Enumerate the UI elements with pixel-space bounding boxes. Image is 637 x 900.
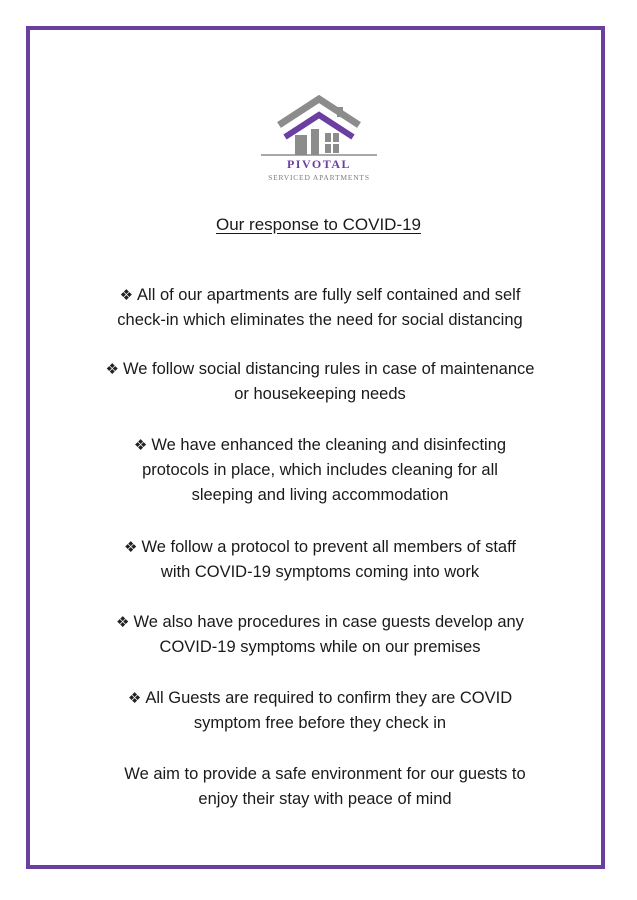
bullet-item bbox=[60, 610, 580, 660]
bullet-item bbox=[60, 433, 580, 508]
bullet-text-line: symptom free before they check in bbox=[193, 714, 447, 732]
bullet-text-line: sleeping and living accommodation bbox=[191, 486, 449, 504]
diamond-bullet-icon: ❖ bbox=[116, 614, 130, 631]
bullet-text-line: All Guests are required to confirm they are COVID bbox=[145, 689, 513, 707]
bullet-item bbox=[60, 283, 580, 333]
closing-text-line: We aim to provide a safe environment for our guests to bbox=[124, 765, 526, 783]
bullet-text-line: COVID-19 symptoms while on our premises bbox=[159, 638, 481, 656]
page-title: Our response to COVID-19 bbox=[215, 215, 422, 234]
bullet-text-line: All of our apartments are fully self contained and self bbox=[137, 286, 521, 304]
bullet-text-line: check-in which eliminates the need for social distancing bbox=[117, 311, 523, 329]
bullet-text-line: We follow social distancing rules in case of maintenance bbox=[122, 360, 535, 378]
logo-brand-name: PIVOTAL bbox=[286, 157, 352, 171]
closing-text-line: enjoy their stay with peace of mind bbox=[198, 790, 452, 808]
diamond-bullet-icon: ❖ bbox=[105, 361, 119, 378]
bullet-text-line: with COVID-19 symptoms coming into work bbox=[160, 563, 480, 581]
diamond-bullet-icon: ❖ bbox=[119, 287, 134, 304]
diamond-bullet-icon: ❖ bbox=[133, 437, 148, 454]
bullet-text-line: We have enhanced the cleaning and disinfecting bbox=[151, 436, 507, 454]
bullet-text-line: or housekeeping needs bbox=[234, 385, 406, 403]
diamond-bullet-icon: ❖ bbox=[127, 690, 142, 707]
bullet-text-line: protocols in place, which includes cleaning for all bbox=[142, 461, 498, 479]
bullet-text-line: We also have procedures in case guests develop any bbox=[133, 613, 524, 631]
diamond-bullet-icon: ❖ bbox=[124, 539, 138, 556]
logo-brand-subtitle: SERVICED APARTMENTS bbox=[268, 173, 370, 182]
bullet-item bbox=[40, 357, 600, 407]
bullet-text-line: We follow a protocol to prevent all members of staff bbox=[141, 538, 516, 556]
closing-statement bbox=[60, 762, 590, 812]
bullet-item bbox=[60, 686, 580, 736]
pivotal-logo bbox=[257, 95, 381, 185]
bullet-item bbox=[60, 535, 580, 585]
house-logo-icon bbox=[257, 95, 381, 157]
